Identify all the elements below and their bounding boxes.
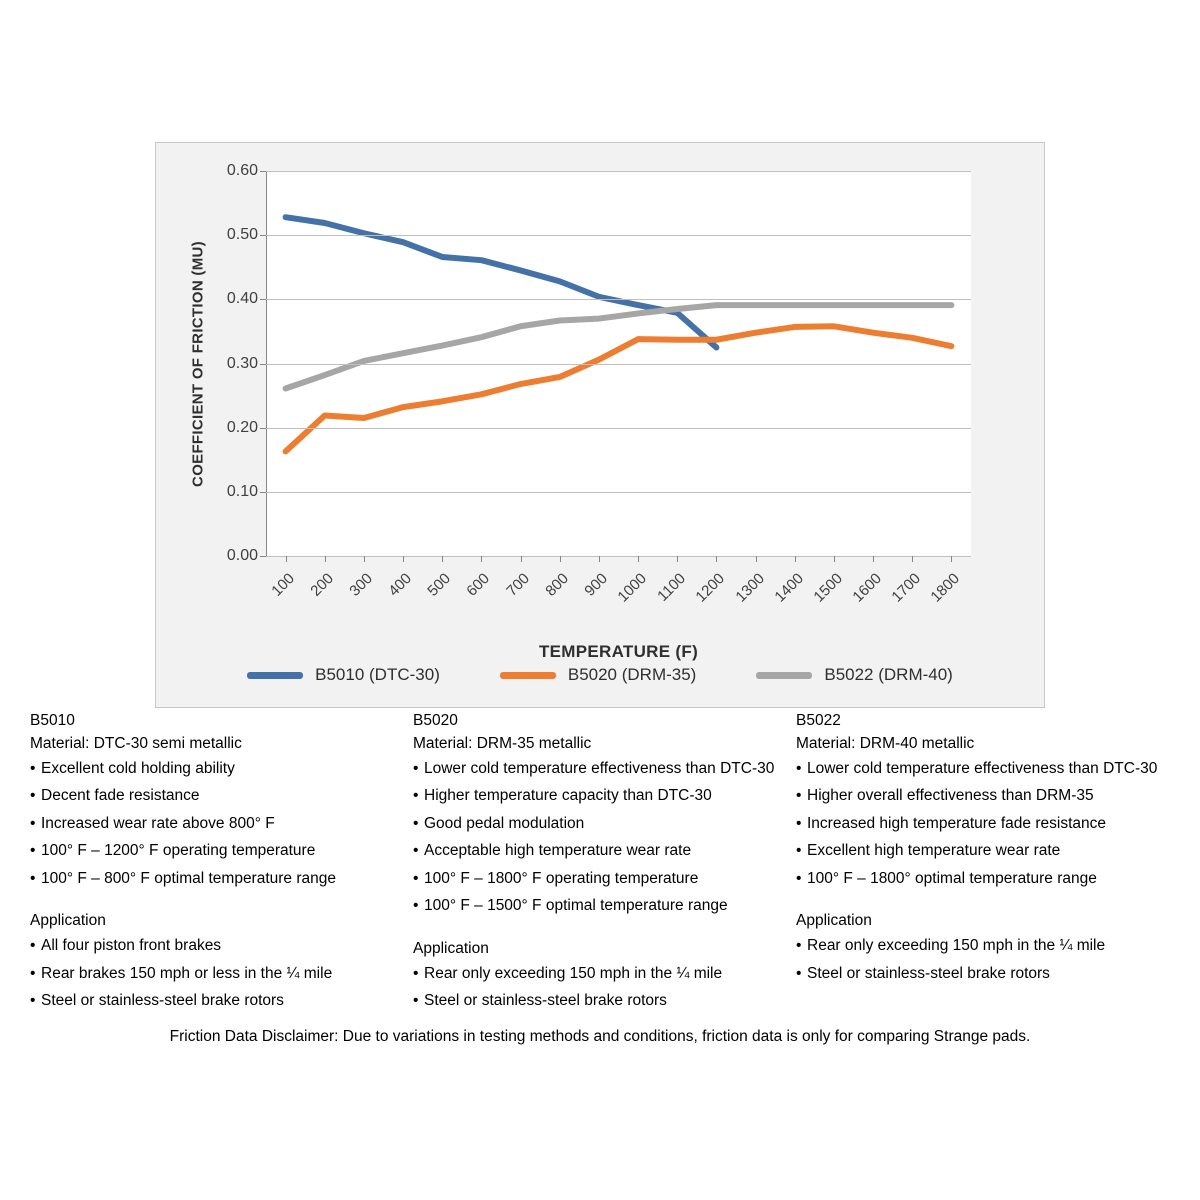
pad-code-title: B5010: [30, 712, 75, 729]
application-heading: Application: [413, 939, 489, 957]
x-axis-tick-mark: [481, 556, 482, 562]
x-axis-tick-label: 1800: [927, 570, 964, 606]
legend-label: B5020 (DRM-35): [567, 665, 697, 684]
legend-item[interactable]: [247, 665, 440, 685]
application-bullet: • Steel or stainless-steel brake rotors: [413, 990, 782, 1012]
x-axis-tick-label: 1100: [654, 570, 690, 605]
y-axis-title: COEFFICIENT OF FRICTION (MU): [189, 240, 207, 487]
pad-feature-bullet: • 100° F – 1800° optimal temperature range: [796, 868, 1165, 890]
x-axis-tick-mark: [442, 556, 443, 562]
y-gridline: [266, 428, 971, 429]
x-axis-tick-label: 300: [346, 570, 376, 600]
x-axis-tick-mark: [364, 556, 365, 562]
legend-item[interactable]: [756, 665, 953, 685]
pad-feature-bullet: • Decent fade resistance: [30, 785, 399, 807]
chart-line-series: [286, 326, 952, 451]
x-axis-tick-mark: [716, 556, 717, 562]
x-axis-tick-label: 700: [502, 570, 533, 600]
y-gridline: [266, 171, 971, 172]
x-axis-tick-label: 500: [424, 570, 455, 600]
pad-feature-bullet: • Acceptable high temperature wear rate: [413, 840, 782, 862]
x-axis-tick-mark: [912, 556, 913, 562]
x-axis-title: TEMPERATURE (F): [538, 642, 699, 661]
y-axis-tick-label: 0.60: [226, 162, 258, 179]
x-axis-tick-mark: [599, 556, 600, 562]
pad-feature-bullet: • 100° F – 1800° F operating temperature: [413, 868, 782, 890]
chart-plot-area: [189, 162, 971, 661]
x-axis-tick-mark: [834, 556, 835, 562]
pad-feature-bullet: • Lower cold temperature effectiveness than DTC-30: [413, 758, 782, 780]
y-axis-tick-label: 0.40: [226, 290, 258, 308]
pad-description-column: [796, 712, 1179, 1018]
pad-code-title: B5020: [413, 712, 458, 729]
pad-material-line: Material: DRM-35 metallic: [413, 735, 592, 752]
y-axis-tick-mark: [260, 556, 266, 557]
x-axis-tick-label: 1400: [771, 570, 807, 606]
y-axis-tick-label: 0.00: [226, 547, 258, 564]
pad-feature-bullet: • Increased wear rate above 800° F: [30, 813, 399, 835]
application-bullet: • Steel or stainless-steel brake rotors: [796, 963, 1165, 985]
y-axis-tick-mark: [260, 299, 266, 300]
legend-label: B5010 (DTC-30): [315, 665, 440, 684]
y-axis-tick-mark: [260, 171, 266, 172]
x-axis-tick-label: 200: [307, 570, 337, 600]
x-axis-tick-mark: [951, 556, 952, 562]
x-axis-tick-label: 1700: [888, 570, 925, 606]
application-bullet: • Steel or stainless-steel brake rotors: [30, 990, 399, 1012]
pad-feature-bullet: • Increased high temperature fade resistance: [796, 813, 1165, 835]
application-heading: Application: [796, 912, 872, 930]
y-gridline: [266, 364, 971, 365]
pad-feature-bullet: • Excellent high temperature wear rate: [796, 840, 1165, 862]
pad-material-line: Material: DTC-30 semi metallic: [30, 735, 242, 752]
x-axis-tick-label: 1200: [692, 570, 729, 606]
x-axis-tick-mark: [756, 556, 757, 562]
x-axis-tick-mark: [521, 556, 522, 562]
legend-color-swatch: [247, 672, 303, 679]
y-axis-tick-label: 0.30: [226, 354, 258, 372]
x-axis-tick-label: 1000: [614, 570, 651, 606]
y-gridline: [266, 556, 971, 557]
pad-feature-bullet: • Good pedal modulation: [413, 813, 782, 835]
pad-feature-bullet: • Excellent cold holding ability: [30, 758, 399, 780]
pad-description-columns: [30, 712, 1180, 1018]
y-axis-tick-mark: [260, 428, 266, 429]
y-axis-tick-label: 0.10: [226, 482, 258, 500]
x-axis-tick-mark: [873, 556, 874, 562]
x-axis-tick-mark: [403, 556, 404, 562]
x-axis-tick-mark: [286, 556, 287, 562]
x-axis-tick-label: 1500: [810, 570, 846, 606]
application-heading: Application: [30, 912, 106, 930]
friction-chart-panel: [155, 142, 1045, 708]
pad-feature-bullet: • 100° F – 800° F optimal temperature range: [30, 868, 399, 890]
x-axis-tick-mark: [677, 556, 678, 562]
y-axis-tick-mark: [260, 492, 266, 493]
legend-item[interactable]: [500, 665, 697, 685]
application-bullet: • Rear only exceeding 150 mph in the ¼ mile: [413, 963, 782, 985]
x-axis-tick-mark: [638, 556, 639, 562]
y-axis-tick-label: 0.50: [226, 226, 258, 244]
x-axis-tick-label: 1300: [731, 570, 768, 606]
friction-data-disclaimer: Friction Data Disclaimer: Due to variations in testing methods and conditions, friction data is only for comparing Strange pads.: [169, 1028, 1031, 1045]
pad-description-column: [30, 712, 413, 1018]
pad-feature-bullet: • Lower cold temperature effectiveness than DTC-30: [796, 758, 1165, 780]
y-gridline: [266, 492, 971, 493]
x-axis-tick-mark: [795, 556, 796, 562]
application-bullet: • All four piston front brakes: [30, 935, 399, 957]
y-gridline: [266, 235, 971, 236]
x-axis-tick-label: 800: [542, 570, 572, 600]
chart-line-series: [286, 217, 717, 347]
x-axis-tick-mark: [325, 556, 326, 562]
pad-material-line: Material: DRM-40 metallic: [796, 735, 975, 752]
y-axis-tick-mark: [260, 364, 266, 365]
application-bullet: • Rear brakes 150 mph or less in the ¼ mile: [30, 963, 399, 985]
application-bullet: • Rear only exceeding 150 mph in the ¼ mile: [796, 935, 1165, 957]
x-axis-tick-label: 1600: [849, 570, 886, 606]
pad-feature-bullet: • 100° F – 1200° F operating temperature: [30, 840, 399, 862]
pad-code-title: B5022: [796, 712, 841, 729]
x-axis-tick-label: 900: [581, 570, 611, 600]
pad-feature-bullet: • Higher overall effectiveness than DRM-35: [796, 785, 1165, 807]
pad-feature-bullet: • Higher temperature capacity than DTC-30: [413, 785, 782, 807]
pad-feature-bullet: • 100° F – 1500° F optimal temperature range: [413, 895, 782, 917]
legend-label: B5022 (DRM-40): [824, 665, 953, 684]
pad-description-column: [413, 712, 796, 1018]
legend-color-swatch: [500, 672, 556, 679]
y-axis-tick-mark: [260, 235, 266, 236]
x-axis-tick-label: 100: [267, 570, 298, 600]
x-axis-tick-label: 400: [385, 570, 416, 600]
y-axis-tick-label: 0.20: [226, 418, 258, 436]
x-axis-tick-label: 600: [463, 570, 494, 600]
chart-legend: [156, 665, 1044, 685]
y-gridline: [266, 299, 971, 300]
x-axis-tick-mark: [560, 556, 561, 562]
legend-color-swatch: [756, 672, 812, 679]
